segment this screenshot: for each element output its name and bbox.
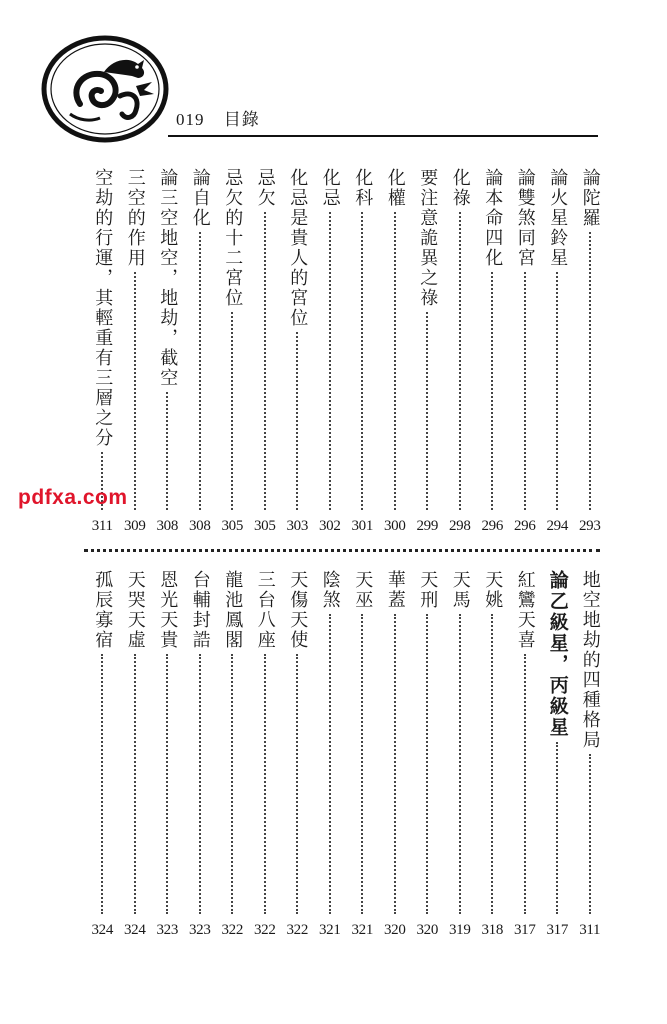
dot-leader xyxy=(231,312,233,510)
toc-entry-title: 三台八座 xyxy=(254,570,276,650)
toc-entries-2 xyxy=(86,570,606,940)
toc-entry-title: 空劫的行運，其輕重有三層之分 xyxy=(92,168,114,448)
dragon-logo xyxy=(40,34,170,144)
toc-entry-title: 天巫 xyxy=(352,570,374,610)
toc-entry-page: 303 xyxy=(286,518,309,534)
toc-entry-title: 論乙級星，丙級星 xyxy=(546,570,569,738)
toc-entry-page: 305 xyxy=(253,518,276,534)
toc-entry-page: 322 xyxy=(221,922,244,938)
toc-entry-page: 321 xyxy=(318,922,341,938)
toc-entry[interactable] xyxy=(574,168,607,536)
toc-entry[interactable] xyxy=(541,570,574,940)
toc-section-2 xyxy=(86,570,606,940)
toc-entry[interactable] xyxy=(184,168,217,536)
toc-entry-title: 論三空地空，地劫，截空 xyxy=(157,168,179,388)
dot-leader xyxy=(199,654,201,914)
watermark: pdfxa.com xyxy=(18,486,128,509)
dot-leader xyxy=(556,272,558,510)
toc-entry[interactable] xyxy=(314,168,347,536)
toc-entry-title: 紅鸞天喜 xyxy=(514,570,536,650)
toc-entry-page: 302 xyxy=(318,518,341,534)
toc-entry-title: 台輔封誥 xyxy=(189,570,211,650)
toc-entry-page: 300 xyxy=(383,518,406,534)
toc-entry[interactable] xyxy=(86,168,119,536)
toc-entry-page: 320 xyxy=(416,922,439,938)
toc-entry[interactable] xyxy=(411,570,444,940)
toc-entry-page: 317 xyxy=(546,922,569,938)
toc-entry-page: 318 xyxy=(481,922,504,938)
toc-entry[interactable] xyxy=(541,168,574,536)
dot-leader xyxy=(491,614,493,914)
dot-leader xyxy=(199,232,201,510)
toc-entry-title: 論雙煞同宮 xyxy=(514,168,536,268)
toc-entry-title: 論火星鈴星 xyxy=(547,168,569,268)
toc-entry-page: 298 xyxy=(448,518,471,534)
toc-entry-page: 305 xyxy=(221,518,244,534)
toc-entry-title: 天傷天使 xyxy=(287,570,309,650)
toc-section-1 xyxy=(86,168,606,536)
dot-leader xyxy=(134,272,136,510)
toc-entry[interactable] xyxy=(314,570,347,940)
toc-entry-page: 317 xyxy=(513,922,536,938)
toc-entry[interactable] xyxy=(444,168,477,536)
toc-entry-title: 天刑 xyxy=(417,570,439,610)
toc-entry-page: 294 xyxy=(546,518,569,534)
toc-entry[interactable] xyxy=(119,570,152,940)
toc-entry[interactable] xyxy=(574,570,607,940)
toc-entry-page: 299 xyxy=(416,518,439,534)
toc-entry[interactable] xyxy=(444,570,477,940)
toc-entry-page: 323 xyxy=(188,922,211,938)
dot-leader xyxy=(296,654,298,914)
toc-entry-title: 孤辰寡宿 xyxy=(92,570,114,650)
toc-entry-title: 天哭天虛 xyxy=(124,570,146,650)
toc-entry[interactable] xyxy=(151,570,184,940)
toc-entry-page: 308 xyxy=(188,518,211,534)
page-header xyxy=(176,105,260,130)
toc-entry-title: 忌欠的十二宮位 xyxy=(222,168,244,308)
toc-entry-title: 陰煞 xyxy=(319,570,341,610)
toc-entry-page: 309 xyxy=(123,518,146,534)
toc-entry-title: 化權 xyxy=(384,168,406,208)
dot-leader xyxy=(329,212,331,510)
toc-entry-title: 天馬 xyxy=(449,570,471,610)
dot-leader xyxy=(394,212,396,510)
dot-leader xyxy=(296,332,298,510)
header-page-number: 019 xyxy=(176,110,205,129)
toc-entry-page: 322 xyxy=(286,922,309,938)
toc-entry-page: 311 xyxy=(91,518,113,534)
dot-leader xyxy=(394,614,396,914)
dot-leader xyxy=(459,212,461,510)
dot-leader xyxy=(264,654,266,914)
dot-leader xyxy=(166,654,168,914)
toc-entry[interactable] xyxy=(216,570,249,940)
toc-entry[interactable] xyxy=(346,570,379,940)
header-rule xyxy=(168,135,598,137)
dot-leader xyxy=(329,614,331,914)
toc-entry[interactable] xyxy=(86,570,119,940)
toc-entry[interactable] xyxy=(216,168,249,536)
toc-entry-title: 地空地劫的四種格局 xyxy=(579,570,601,750)
toc-entry-title: 論陀羅 xyxy=(579,168,601,228)
section-separator xyxy=(84,549,600,552)
toc-entry-page: 321 xyxy=(351,922,374,938)
toc-entry-title: 龍池鳳閣 xyxy=(222,570,244,650)
toc-entry-page: 319 xyxy=(448,922,471,938)
toc-entry-page: 311 xyxy=(579,922,601,938)
toc-entry[interactable] xyxy=(151,168,184,536)
toc-entry-page: 323 xyxy=(156,922,179,938)
dot-leader xyxy=(361,212,363,510)
toc-entry[interactable] xyxy=(249,570,282,940)
toc-entry-title: 要注意詭異之祿 xyxy=(417,168,439,308)
toc-entry[interactable] xyxy=(281,168,314,536)
toc-entry-title: 化祿 xyxy=(449,168,471,208)
toc-entry-title: 化忌是貴人的宮位 xyxy=(287,168,309,328)
dot-leader xyxy=(426,614,428,914)
toc-entry[interactable] xyxy=(119,168,152,536)
toc-entry[interactable] xyxy=(379,570,412,940)
toc-entry-page: 296 xyxy=(481,518,504,534)
toc-entry[interactable] xyxy=(411,168,444,536)
toc-entry-title: 忌欠 xyxy=(254,168,276,208)
toc-entry-page: 324 xyxy=(123,922,146,938)
toc-entry[interactable] xyxy=(476,570,509,940)
toc-entry-title: 論自化 xyxy=(189,168,211,228)
toc-entry-page: 320 xyxy=(383,922,406,938)
dot-leader xyxy=(361,614,363,914)
toc-entry[interactable] xyxy=(184,570,217,940)
toc-entry-title: 天姚 xyxy=(482,570,504,610)
toc-entry-page: 322 xyxy=(253,922,276,938)
dot-leader xyxy=(166,392,168,510)
toc-entry[interactable] xyxy=(509,168,542,536)
toc-entry-title: 恩光天貴 xyxy=(157,570,179,650)
toc-entry-page: 293 xyxy=(578,518,601,534)
dot-leader xyxy=(459,614,461,914)
toc-entry-title: 化科 xyxy=(352,168,374,208)
toc-entry-title: 華蓋 xyxy=(384,570,406,610)
dot-leader xyxy=(264,212,266,510)
dot-leader xyxy=(134,654,136,914)
toc-entry-page: 308 xyxy=(156,518,179,534)
toc-entry-title: 論本命四化 xyxy=(482,168,504,268)
toc-entry-title: 三空的作用 xyxy=(124,168,146,268)
toc-entry[interactable] xyxy=(379,168,412,536)
toc-entry-page: 324 xyxy=(91,922,114,938)
dot-leader xyxy=(556,742,558,914)
toc-entry[interactable] xyxy=(249,168,282,536)
dot-leader xyxy=(524,654,526,914)
dot-leader xyxy=(589,754,591,914)
dot-leader xyxy=(589,232,591,510)
toc-entry[interactable] xyxy=(346,168,379,536)
toc-entry[interactable] xyxy=(509,570,542,940)
toc-entry-title: 化忌 xyxy=(319,168,341,208)
dot-leader xyxy=(101,654,103,914)
toc-entry-page: 296 xyxy=(513,518,536,534)
dot-leader xyxy=(524,272,526,510)
toc-entry-page: 301 xyxy=(351,518,374,534)
dot-leader xyxy=(491,272,493,510)
dot-leader xyxy=(231,654,233,914)
toc-entry[interactable] xyxy=(281,570,314,940)
header-title: 目錄 xyxy=(223,110,260,129)
dot-leader xyxy=(426,312,428,510)
toc-entries-1 xyxy=(86,168,606,536)
toc-entry[interactable] xyxy=(476,168,509,536)
